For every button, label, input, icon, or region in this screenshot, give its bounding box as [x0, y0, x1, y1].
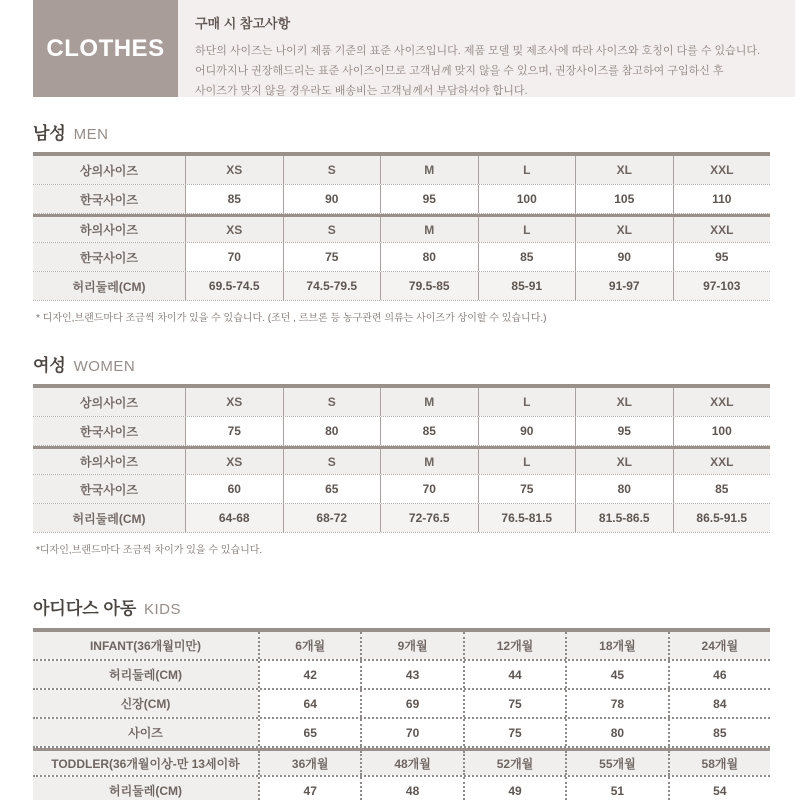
- table-cell: 95: [673, 243, 771, 271]
- row-label: INFANT(36개월미만): [33, 632, 258, 659]
- notice-title: 구매 시 참고사항: [195, 16, 291, 31]
- table-cell: 75: [463, 690, 565, 717]
- section-kids: [33, 594, 770, 800]
- section-title-women: [33, 351, 770, 376]
- table-cell: L: [478, 217, 576, 242]
- table-row: [33, 156, 770, 185]
- table-cell: 100: [478, 185, 576, 213]
- table-cell: 95: [575, 417, 673, 445]
- table-cell: 85-91: [478, 272, 576, 300]
- table-row: [33, 632, 770, 661]
- section-title-ko: 여성: [33, 356, 66, 375]
- table-cell: 85: [380, 417, 478, 445]
- table-row: [33, 185, 770, 214]
- table-cell: XXL: [673, 156, 771, 184]
- table-cell: 75: [283, 243, 381, 271]
- table-cell: 97-103: [673, 272, 771, 300]
- section-women: [33, 351, 770, 556]
- header: [33, 0, 795, 97]
- table-cell: 45: [565, 661, 667, 688]
- table-cell: 75: [478, 475, 576, 503]
- table-cell: L: [478, 449, 576, 474]
- table-row: [33, 748, 770, 777]
- table-cell: 9개월: [360, 632, 462, 659]
- table-cell: 48: [360, 777, 462, 800]
- table-cell: L: [478, 156, 576, 184]
- notice-line-3: 사이즈가 맞지 않을 경우라도 배송비는 고객님께서 부담하셔야 합니다.: [195, 85, 528, 97]
- table-cell: 55개월: [565, 751, 667, 775]
- table-cell: 91-97: [575, 272, 673, 300]
- table-cell: 80: [575, 475, 673, 503]
- table-cell: 52개월: [463, 751, 565, 775]
- row-label: 사이즈: [33, 719, 258, 746]
- table-row: [33, 446, 770, 475]
- table-cell: XXL: [673, 449, 771, 474]
- table-cell: XL: [575, 449, 673, 474]
- table-cell: 85: [673, 475, 771, 503]
- table-row: [33, 690, 770, 719]
- clothes-logo-badge: [33, 0, 178, 97]
- section-title-kids: [33, 594, 770, 619]
- table-cell: 49: [463, 777, 565, 800]
- table-cell: 58개월: [668, 751, 770, 775]
- table-cell: 90: [575, 243, 673, 271]
- row-label: 허리둘레(CM): [33, 777, 258, 800]
- table-cell: 54: [668, 777, 770, 800]
- table-row: [33, 475, 770, 504]
- notice-line-1: 하단의 사이즈는 나이키 제품 기준의 표준 사이즈입니다. 제품 모델 및 제조사에 따라 사이즈와 호칭이 다를 수 있습니다.: [195, 45, 761, 57]
- table-cell: 90: [478, 417, 576, 445]
- table-cell: 48개월: [360, 751, 462, 775]
- purchase-notice-panel: [178, 0, 795, 97]
- row-label: 허리둘레(CM): [33, 504, 185, 532]
- table-cell: XS: [185, 156, 283, 184]
- row-label: 한국사이즈: [33, 243, 185, 271]
- table-cell: 84: [668, 690, 770, 717]
- table-cell: 69: [360, 690, 462, 717]
- notice-line-2: 어디까지나 권장해드리는 표준 사이즈이므로 고객님께 맞지 않을 수 있으며, 권장사이즈를 참고하여 구입하신 후: [195, 65, 724, 77]
- section-title-en: WOMEN: [73, 358, 136, 375]
- row-label: 한국사이즈: [33, 475, 185, 503]
- table-cell: L: [478, 388, 576, 416]
- row-label: 신장(CM): [33, 690, 258, 717]
- table-cell: 70: [380, 475, 478, 503]
- table-cell: 42: [258, 661, 360, 688]
- row-label: TODDLER(36개월이상-만 13세이하: [33, 751, 258, 775]
- table-cell: 81.5-86.5: [575, 504, 673, 532]
- table-cell: 36개월: [258, 751, 360, 775]
- table-row: [33, 214, 770, 243]
- table-cell: 60: [185, 475, 283, 503]
- table-cell: XL: [575, 388, 673, 416]
- table-cell: 68-72: [283, 504, 381, 532]
- table-row: [33, 504, 770, 533]
- table-cell: S: [283, 449, 381, 474]
- table-cell: XS: [185, 388, 283, 416]
- table-cell: 12개월: [463, 632, 565, 659]
- table-cell: XXL: [673, 217, 771, 242]
- table-cell: 75: [185, 417, 283, 445]
- table-cell: XS: [185, 449, 283, 474]
- table-cell: 64: [258, 690, 360, 717]
- table-row: [33, 777, 770, 800]
- table-cell: S: [283, 156, 381, 184]
- table-cell: 90: [283, 185, 381, 213]
- table-cell: 76.5-81.5: [478, 504, 576, 532]
- table-cell: M: [380, 449, 478, 474]
- table-cell: 51: [565, 777, 667, 800]
- row-label: 하의사이즈: [33, 217, 185, 242]
- table-row: [33, 272, 770, 301]
- table-cell: 44: [463, 661, 565, 688]
- table-cell: 65: [258, 719, 360, 746]
- women-footnote: *디자인,브랜드마다 조금씩 차이가 있을 수 있습니다.: [36, 545, 263, 556]
- table-cell: 110: [673, 185, 771, 213]
- section-title-en: MEN: [73, 126, 109, 143]
- row-label: 허리둘레(CM): [33, 661, 258, 688]
- table-row: [33, 388, 770, 417]
- table-cell: 6개월: [258, 632, 360, 659]
- table-cell: 70: [185, 243, 283, 271]
- table-cell: 64-68: [185, 504, 283, 532]
- section-title-men: [33, 119, 770, 144]
- table-cell: 80: [283, 417, 381, 445]
- table-cell: 74.5-79.5: [283, 272, 381, 300]
- men-size-table: [33, 152, 770, 301]
- table-row: [33, 243, 770, 272]
- row-label: 상의사이즈: [33, 388, 185, 416]
- table-cell: 85: [668, 719, 770, 746]
- table-cell: 95: [380, 185, 478, 213]
- row-label: 한국사이즈: [33, 185, 185, 213]
- row-label: 한국사이즈: [33, 417, 185, 445]
- table-cell: 86.5-91.5: [673, 504, 771, 532]
- table-cell: M: [380, 156, 478, 184]
- table-cell: 100: [673, 417, 771, 445]
- table-cell: 78: [565, 690, 667, 717]
- table-cell: 24개월: [668, 632, 770, 659]
- table-cell: 65: [283, 475, 381, 503]
- men-footnote: * 디자인,브랜드마다 조금씩 차이가 있을 수 있습니다. (조던 , 르브론 등 농구관련 의류는 사이즈가 상이할 수 있습니다.): [36, 313, 547, 324]
- table-cell: 43: [360, 661, 462, 688]
- table-row: [33, 719, 770, 748]
- table-row: [33, 417, 770, 446]
- women-size-table: [33, 384, 770, 533]
- row-label: 하의사이즈: [33, 449, 185, 474]
- table-cell: 70: [360, 719, 462, 746]
- table-cell: M: [380, 388, 478, 416]
- logo-text: CLOTHES: [46, 34, 165, 62]
- table-cell: 69.5-74.5: [185, 272, 283, 300]
- table-cell: 85: [185, 185, 283, 213]
- table-row: [33, 661, 770, 690]
- table-cell: S: [283, 217, 381, 242]
- kids-size-table: [33, 628, 770, 800]
- table-cell: M: [380, 217, 478, 242]
- row-label: 허리둘레(CM): [33, 272, 185, 300]
- table-cell: 46: [668, 661, 770, 688]
- table-cell: XS: [185, 217, 283, 242]
- table-cell: 75: [463, 719, 565, 746]
- table-cell: 80: [380, 243, 478, 271]
- table-cell: XL: [575, 156, 673, 184]
- table-cell: XXL: [673, 388, 771, 416]
- table-cell: 47: [258, 777, 360, 800]
- section-title-en: KIDS: [144, 601, 182, 618]
- table-cell: 105: [575, 185, 673, 213]
- table-cell: 72-76.5: [380, 504, 478, 532]
- table-cell: XL: [575, 217, 673, 242]
- table-cell: 80: [565, 719, 667, 746]
- section-title-ko: 아디다스 아동: [33, 599, 137, 618]
- section-men: [33, 119, 770, 324]
- section-title-ko: 남성: [33, 124, 66, 143]
- table-cell: 85: [478, 243, 576, 271]
- table-cell: S: [283, 388, 381, 416]
- table-cell: 18개월: [565, 632, 667, 659]
- row-label: 상의사이즈: [33, 156, 185, 184]
- table-cell: 79.5-85: [380, 272, 478, 300]
